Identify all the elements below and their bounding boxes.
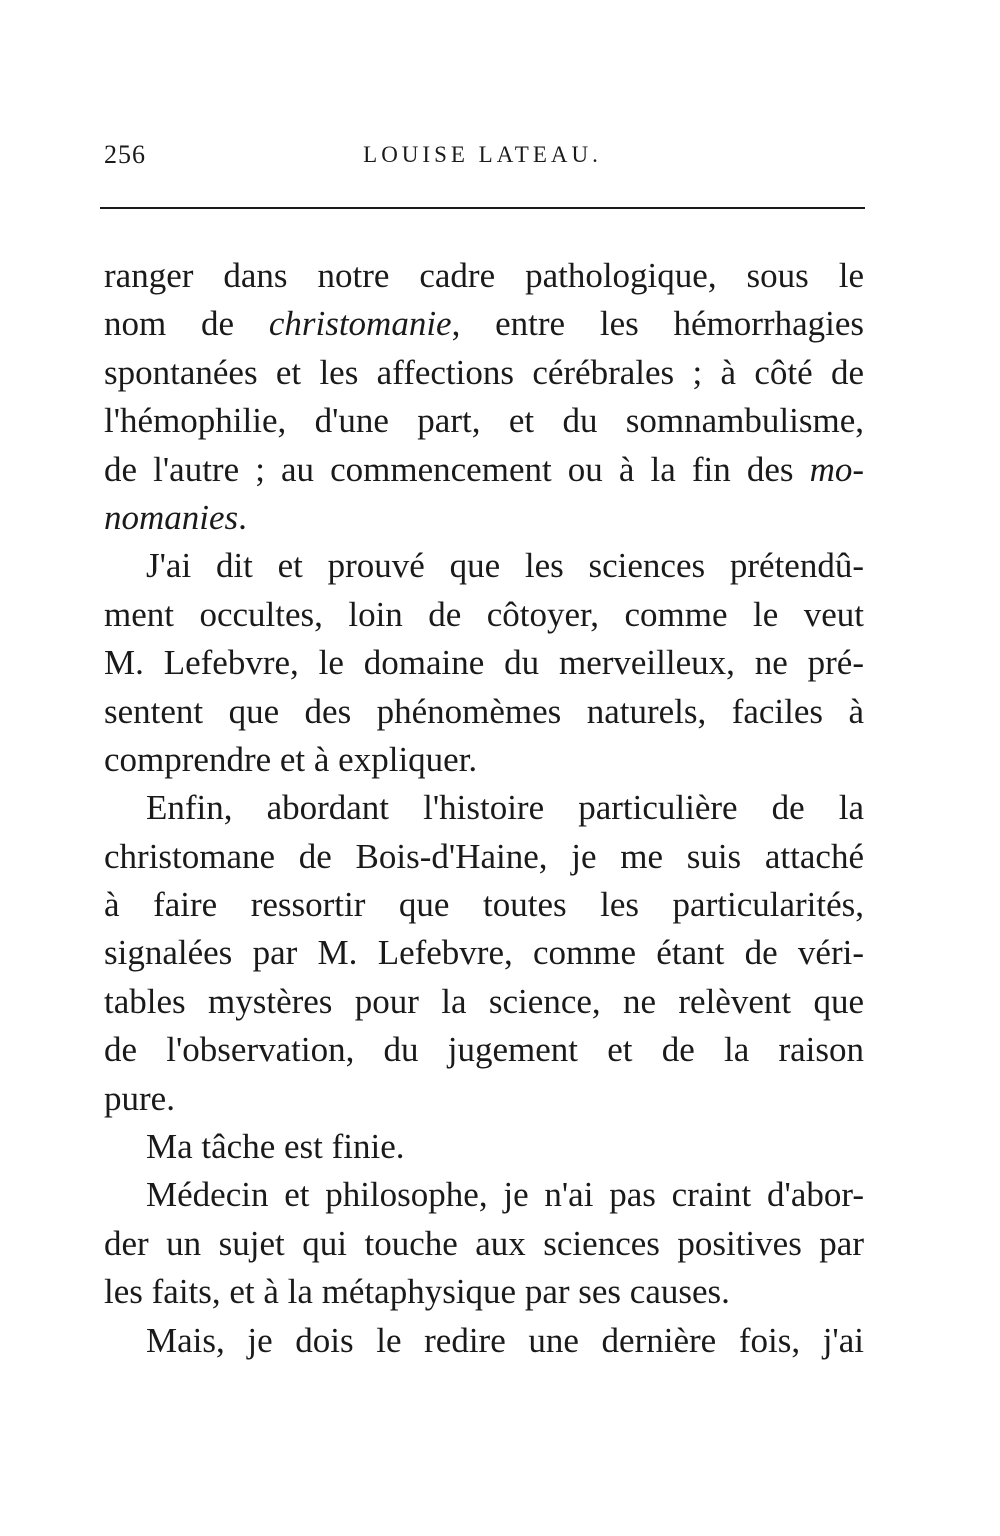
text-line (104, 881, 864, 929)
text-line (104, 349, 864, 397)
text-segment: spontanées et les affections cérébrales ; à côté de (104, 352, 864, 392)
text-segment: tables mystères pour la science, ne relèvent que (104, 981, 864, 1021)
text-segment: Mais, je dois le redire une dernière fois, j'ai (146, 1320, 864, 1360)
page-number: 256 (104, 140, 146, 169)
text-line (104, 300, 864, 348)
text-segment: ranger dans notre cadre pathologique, sous le (104, 256, 864, 295)
text-line (104, 397, 864, 445)
text-segment: ment occultes, loin de côtoyer, comme le veut (104, 594, 864, 634)
text-line (104, 1171, 864, 1219)
text-line (104, 591, 864, 639)
text-line (104, 494, 864, 542)
text-line (104, 688, 864, 736)
text-segment: signalées par M. Lefebvre, comme étant de véri- (104, 933, 864, 973)
text-line (104, 833, 864, 881)
italic-term: christomanie (268, 304, 452, 344)
text-line (104, 1317, 864, 1365)
text-segment: pure. (104, 1078, 175, 1118)
text-segment: nom de (104, 304, 269, 344)
text-line (104, 542, 864, 590)
text-segment: Enfin, abordant l'histoire particulière de la (146, 788, 864, 828)
text-line (104, 978, 864, 1026)
text-line (104, 736, 864, 784)
text-line (104, 784, 864, 832)
header-rule (100, 207, 865, 209)
italic-term: mo- (809, 449, 864, 489)
text-line (104, 1026, 864, 1074)
text-line (104, 252, 864, 300)
text-segment: à faire ressortir que toutes les particularités, (104, 885, 864, 925)
body-text (104, 252, 864, 1365)
italic-term: nomanies (104, 497, 239, 537)
text-segment: . (238, 497, 247, 537)
text-line (104, 639, 864, 687)
text-segment: christomane de Bois-d'Haine, je me suis attaché (104, 836, 864, 876)
text-segment: der un sujet qui touche aux sciences positives par (104, 1223, 864, 1263)
text-line (104, 1123, 864, 1171)
text-segment: de l'observation, du jugement et de la raison (104, 1030, 864, 1070)
text-line (104, 929, 864, 977)
text-line (104, 1220, 864, 1268)
text-segment: de l'autre ; au commencement ou à la fin des (104, 449, 810, 489)
text-line (104, 446, 864, 494)
text-segment: M. Lefebvre, le domaine du merveilleux, ne pré- (104, 643, 864, 683)
text-line (104, 1268, 864, 1316)
text-segment: Ma tâche est finie. (146, 1127, 405, 1167)
text-line (104, 1075, 864, 1123)
text-segment: comprendre et à expliquer. (104, 739, 478, 779)
text-segment: les faits, et à la métaphysique par ses causes. (104, 1272, 730, 1312)
text-segment: J'ai dit et prouvé que les sciences prétendû- (146, 546, 864, 586)
text-segment: sentent que des phénomèmes naturels, faciles à (104, 691, 864, 731)
text-segment: l'hémophilie, d'une part, et du somnambulisme, (104, 401, 864, 441)
text-segment: Médecin et philosophe, je n'ai pas craint d'abor- (146, 1175, 864, 1215)
running-head (100, 140, 865, 180)
running-title: LOUISE LATEAU. (363, 142, 602, 167)
text-segment: , entre les hémorrhagies (451, 304, 864, 344)
